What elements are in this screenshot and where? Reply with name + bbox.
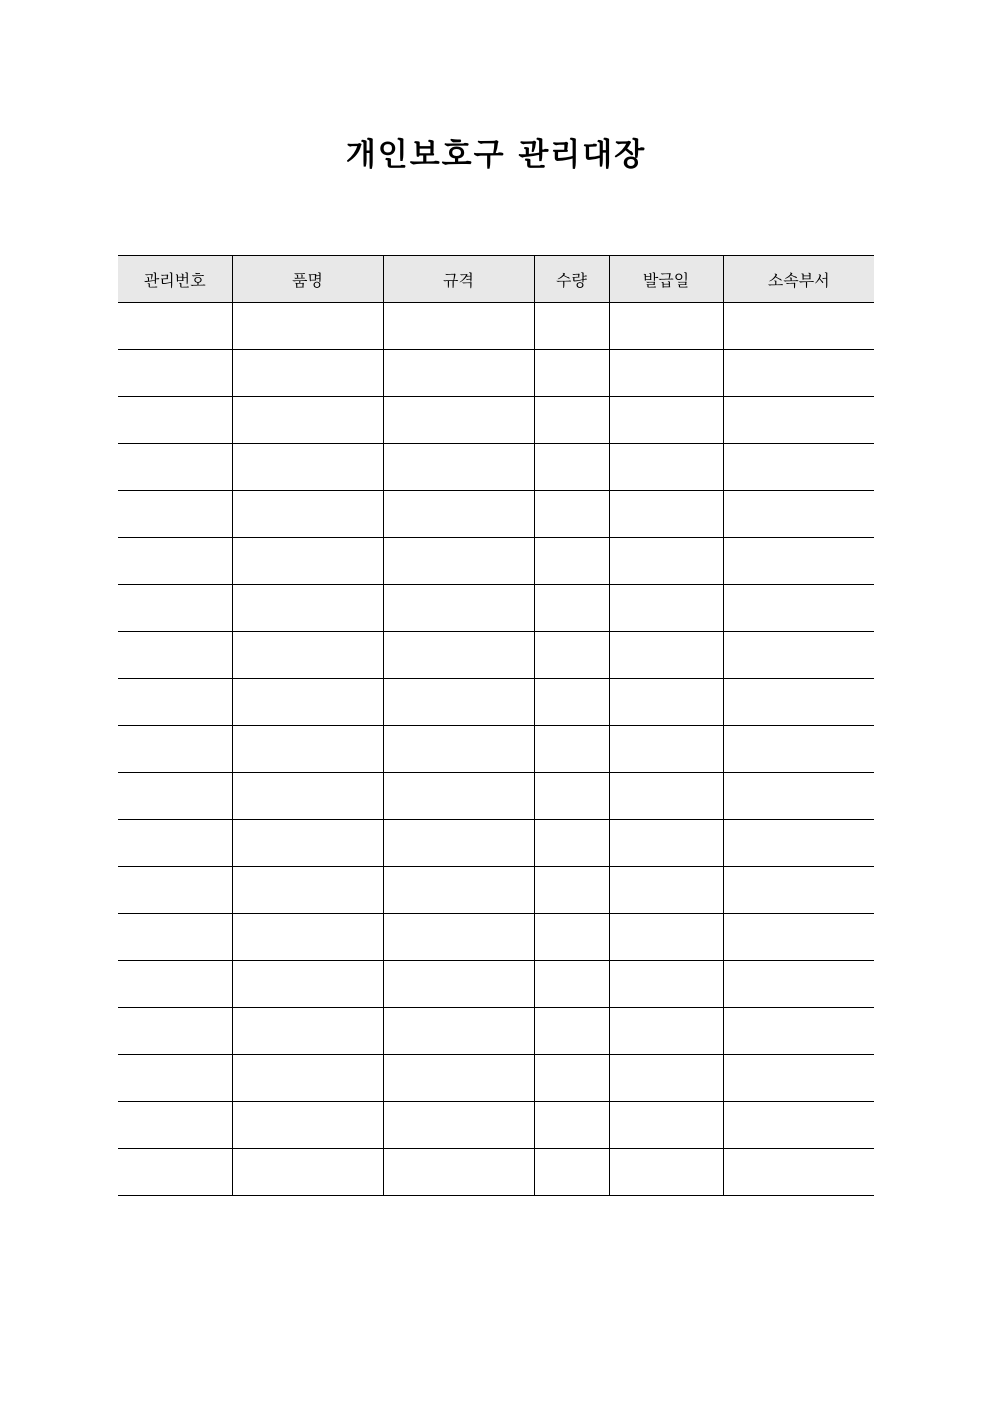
cell-specification[interactable] (383, 820, 534, 867)
cell-quantity[interactable] (534, 350, 609, 397)
cell-issue-date[interactable] (609, 491, 723, 538)
table-row (118, 632, 874, 679)
cell-specification[interactable] (383, 303, 534, 350)
table-body (118, 303, 874, 1196)
cell-specification[interactable] (383, 914, 534, 961)
cell-management-number[interactable] (118, 961, 232, 1008)
table-row (118, 1008, 874, 1055)
cell-item-name[interactable] (232, 538, 383, 585)
cell-management-number[interactable] (118, 491, 232, 538)
cell-quantity[interactable] (534, 444, 609, 491)
cell-management-number[interactable] (118, 350, 232, 397)
cell-specification[interactable] (383, 1102, 534, 1149)
cell-issue-date[interactable] (609, 1055, 723, 1102)
cell-quantity[interactable] (534, 1055, 609, 1102)
cell-specification[interactable] (383, 726, 534, 773)
cell-specification[interactable] (383, 961, 534, 1008)
cell-specification[interactable] (383, 679, 534, 726)
cell-item-name[interactable] (232, 773, 383, 820)
cell-issue-date[interactable] (609, 1102, 723, 1149)
cell-item-name[interactable] (232, 1055, 383, 1102)
page-title: 개인보호구 관리대장 (345, 137, 647, 173)
cell-department[interactable] (723, 491, 874, 538)
cell-item-name[interactable] (232, 961, 383, 1008)
cell-item-name[interactable] (232, 303, 383, 350)
cell-issue-date[interactable] (609, 350, 723, 397)
cell-department[interactable] (723, 444, 874, 491)
cell-item-name[interactable] (232, 1149, 383, 1196)
table-row (118, 1149, 874, 1196)
table-row (118, 350, 874, 397)
header-management-number: 관리번호 (118, 256, 232, 303)
cell-issue-date[interactable] (609, 397, 723, 444)
cell-issue-date[interactable] (609, 585, 723, 632)
cell-quantity[interactable] (534, 961, 609, 1008)
cell-item-name[interactable] (232, 820, 383, 867)
cell-management-number[interactable] (118, 303, 232, 350)
cell-item-name[interactable] (232, 444, 383, 491)
cell-specification[interactable] (383, 491, 534, 538)
cell-department[interactable] (723, 350, 874, 397)
table-row (118, 538, 874, 585)
cell-issue-date[interactable] (609, 303, 723, 350)
cell-specification[interactable] (383, 397, 534, 444)
cell-item-name[interactable] (232, 1102, 383, 1149)
cell-quantity[interactable] (534, 679, 609, 726)
header-quantity: 수량 (534, 256, 609, 303)
cell-management-number[interactable] (118, 444, 232, 491)
cell-management-number[interactable] (118, 1149, 232, 1196)
cell-management-number[interactable] (118, 1102, 232, 1149)
table-row (118, 444, 874, 491)
header-department: 소속부서 (723, 256, 874, 303)
table-row (118, 961, 874, 1008)
cell-management-number[interactable] (118, 397, 232, 444)
cell-quantity[interactable] (534, 397, 609, 444)
cell-management-number[interactable] (118, 1008, 232, 1055)
cell-quantity[interactable] (534, 914, 609, 961)
table-row (118, 679, 874, 726)
table-row (118, 585, 874, 632)
cell-issue-date[interactable] (609, 1149, 723, 1196)
cell-department[interactable] (723, 1102, 874, 1149)
cell-department[interactable] (723, 632, 874, 679)
cell-item-name[interactable] (232, 867, 383, 914)
cell-department[interactable] (723, 867, 874, 914)
cell-management-number[interactable] (118, 585, 232, 632)
header-item-name: 품명 (232, 256, 383, 303)
cell-specification[interactable] (383, 632, 534, 679)
cell-issue-date[interactable] (609, 820, 723, 867)
cell-specification[interactable] (383, 444, 534, 491)
cell-department[interactable] (723, 1008, 874, 1055)
cell-management-number[interactable] (118, 632, 232, 679)
cell-specification[interactable] (383, 538, 534, 585)
cell-department[interactable] (723, 914, 874, 961)
cell-issue-date[interactable] (609, 914, 723, 961)
cell-item-name[interactable] (232, 1008, 383, 1055)
cell-quantity[interactable] (534, 538, 609, 585)
table-header-row (118, 256, 874, 303)
cell-issue-date[interactable] (609, 773, 723, 820)
cell-management-number[interactable] (118, 914, 232, 961)
cell-quantity[interactable] (534, 1102, 609, 1149)
table-row (118, 1102, 874, 1149)
table-row (118, 773, 874, 820)
cell-issue-date[interactable] (609, 632, 723, 679)
cell-item-name[interactable] (232, 397, 383, 444)
cell-department[interactable] (723, 1149, 874, 1196)
cell-management-number[interactable] (118, 1055, 232, 1102)
cell-item-name[interactable] (232, 350, 383, 397)
cell-department[interactable] (723, 726, 874, 773)
cell-quantity[interactable] (534, 820, 609, 867)
cell-department[interactable] (723, 820, 874, 867)
cell-item-name[interactable] (232, 491, 383, 538)
cell-department[interactable] (723, 1055, 874, 1102)
cell-quantity[interactable] (534, 491, 609, 538)
cell-management-number[interactable] (118, 867, 232, 914)
cell-management-number[interactable] (118, 679, 232, 726)
cell-quantity[interactable] (534, 303, 609, 350)
ppe-ledger-table (118, 255, 874, 1196)
table-row (118, 726, 874, 773)
table-row (118, 1055, 874, 1102)
cell-item-name[interactable] (232, 679, 383, 726)
cell-item-name[interactable] (232, 914, 383, 961)
cell-specification[interactable] (383, 1008, 534, 1055)
cell-specification[interactable] (383, 350, 534, 397)
cell-department[interactable] (723, 538, 874, 585)
cell-department[interactable] (723, 303, 874, 350)
cell-quantity[interactable] (534, 1149, 609, 1196)
cell-quantity[interactable] (534, 867, 609, 914)
header-issue-date: 발급일 (609, 256, 723, 303)
cell-department[interactable] (723, 773, 874, 820)
cell-department[interactable] (723, 397, 874, 444)
cell-issue-date[interactable] (609, 538, 723, 585)
cell-issue-date[interactable] (609, 679, 723, 726)
cell-department[interactable] (723, 961, 874, 1008)
cell-issue-date[interactable] (609, 867, 723, 914)
table-row (118, 820, 874, 867)
cell-specification[interactable] (383, 585, 534, 632)
cell-quantity[interactable] (534, 773, 609, 820)
cell-management-number[interactable] (118, 726, 232, 773)
cell-item-name[interactable] (232, 726, 383, 773)
table-row (118, 491, 874, 538)
cell-department[interactable] (723, 679, 874, 726)
cell-specification[interactable] (383, 1149, 534, 1196)
cell-department[interactable] (723, 585, 874, 632)
table-row (118, 914, 874, 961)
cell-management-number[interactable] (118, 820, 232, 867)
cell-item-name[interactable] (232, 632, 383, 679)
cell-specification[interactable] (383, 773, 534, 820)
cell-specification[interactable] (383, 1055, 534, 1102)
cell-quantity[interactable] (534, 632, 609, 679)
cell-management-number[interactable] (118, 538, 232, 585)
cell-issue-date[interactable] (609, 1008, 723, 1055)
table-row (118, 303, 874, 350)
table-row (118, 397, 874, 444)
cell-issue-date[interactable] (609, 444, 723, 491)
cell-management-number[interactable] (118, 773, 232, 820)
cell-quantity[interactable] (534, 726, 609, 773)
cell-issue-date[interactable] (609, 961, 723, 1008)
header-specification: 규격 (383, 256, 534, 303)
cell-item-name[interactable] (232, 585, 383, 632)
cell-quantity[interactable] (534, 1008, 609, 1055)
cell-issue-date[interactable] (609, 726, 723, 773)
table-row (118, 867, 874, 914)
cell-quantity[interactable] (534, 585, 609, 632)
cell-specification[interactable] (383, 867, 534, 914)
